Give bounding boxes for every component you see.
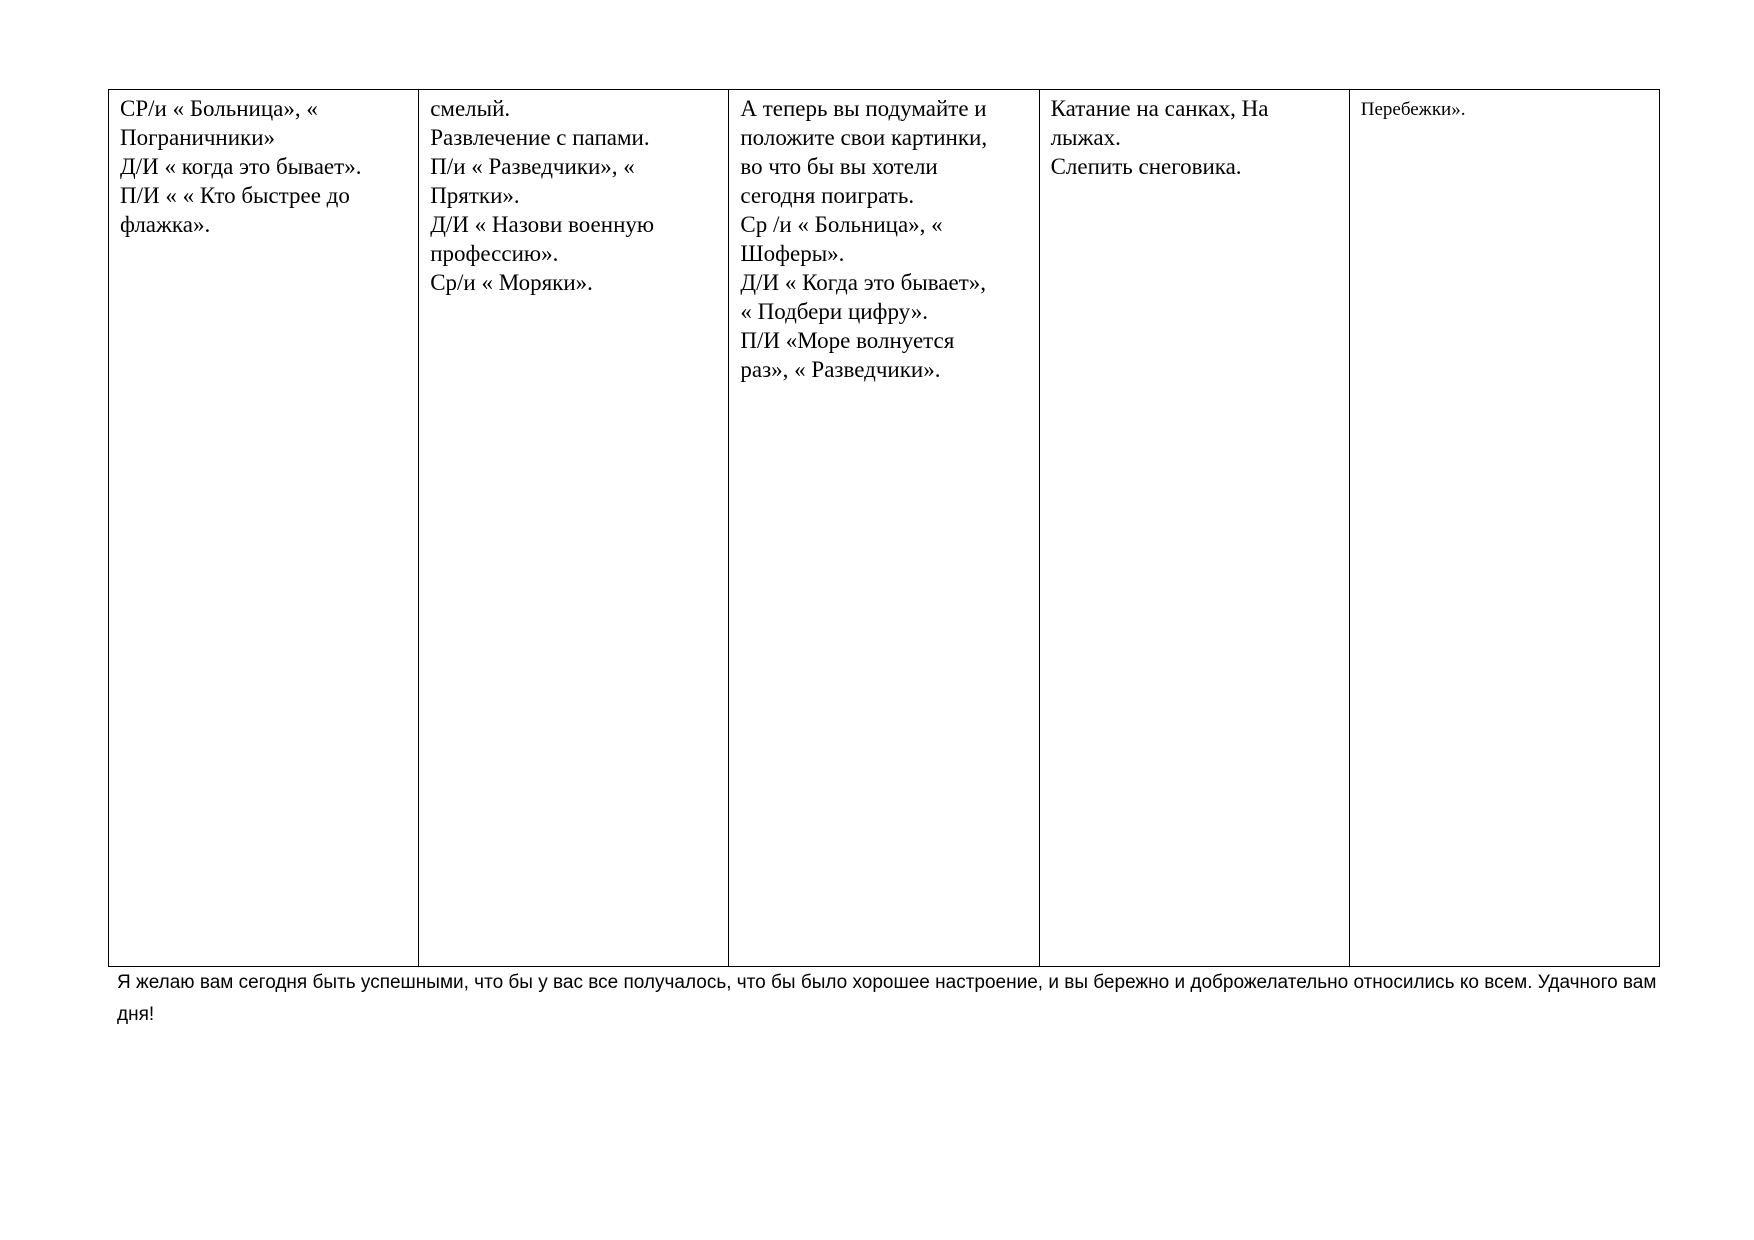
cell-line: сегодня поиграть. bbox=[740, 183, 915, 208]
cell-line: П/и « Разведчики», « bbox=[430, 154, 635, 179]
cell-line: Д/И « Назови военную bbox=[430, 212, 655, 237]
cell-line: Перебежки». bbox=[1360, 99, 1466, 120]
cell-line: Слепить снеговика. bbox=[1050, 154, 1242, 179]
cell-line: Пограничники» bbox=[120, 125, 276, 150]
cell-line: положите свои картинки, bbox=[740, 125, 988, 150]
cell-line: Д/И « когда это бывает». bbox=[120, 154, 362, 179]
cell-line: « Подбери цифру». bbox=[740, 299, 928, 324]
cell-line: П/И « « Кто быстрее до bbox=[120, 183, 350, 208]
cell-line: Ср /и « Больница», « bbox=[740, 212, 943, 237]
table-cell-col-5 bbox=[1349, 90, 1659, 967]
closing-message: Я желаю вам сегодня быть успешными, что бы у вас все получалось, что бы было хорошее настроение, и вы бережно и доброжелательно относились ко всем. Удачного вам дня! bbox=[117, 972, 1657, 1025]
table-cell-col-2 bbox=[419, 90, 729, 967]
cell-line: профессию». bbox=[430, 241, 559, 266]
table-cell-col-4 bbox=[1039, 90, 1349, 967]
cell-line: СР/и « Больница», « bbox=[120, 96, 318, 121]
cell-line: Ср/и « Моряки». bbox=[430, 270, 593, 295]
cell-line: Д/И « Когда это бывает», bbox=[740, 270, 987, 295]
cell-line: раз», « Разведчики». bbox=[740, 357, 941, 382]
table-cell-col-1 bbox=[109, 90, 419, 967]
cell-line: лыжах. bbox=[1050, 125, 1121, 150]
cell-line: Прятки». bbox=[430, 183, 520, 208]
cell-line: П/И «Море волнуется bbox=[740, 328, 955, 353]
table-row bbox=[109, 90, 1660, 967]
cell-line: смелый. bbox=[430, 96, 511, 121]
cell-line: А теперь вы подумайте и bbox=[740, 96, 987, 121]
cell-line: во что бы вы хотели bbox=[740, 154, 938, 179]
cell-line: Шоферы». bbox=[740, 241, 845, 266]
table-cell-col-3 bbox=[729, 90, 1039, 967]
cell-line: Катание на санках, На bbox=[1050, 96, 1269, 121]
activity-table bbox=[108, 89, 1660, 967]
cell-line: Развлечение с папами. bbox=[430, 125, 650, 150]
cell-line: флажка». bbox=[120, 212, 211, 237]
